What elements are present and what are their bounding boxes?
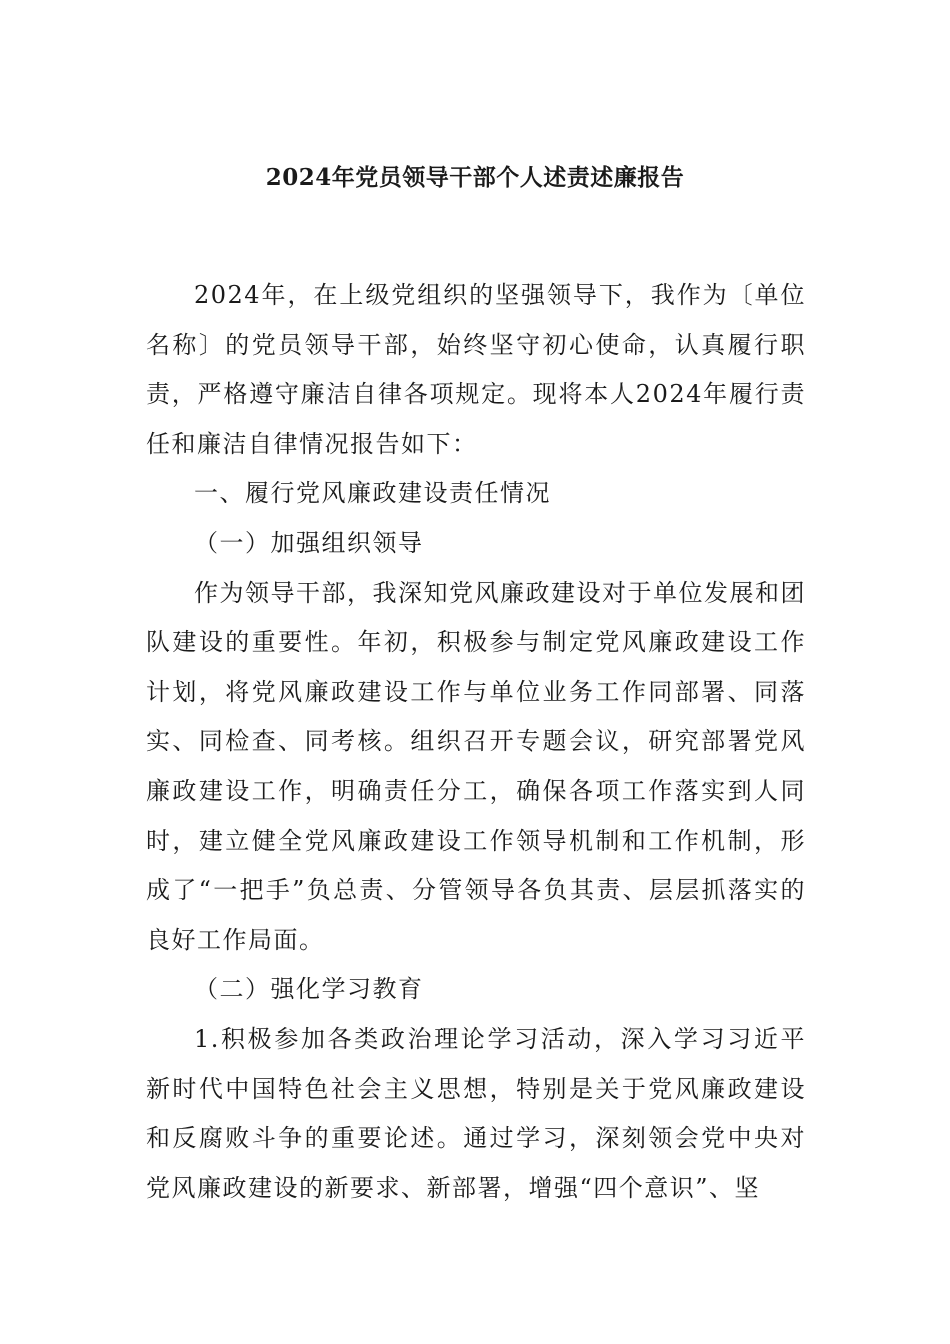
section-heading-1: 一、履行党风廉政建设责任情况 bbox=[194, 479, 551, 508]
subsection-heading-1: （一）加强组织领导 bbox=[194, 528, 424, 557]
subsection-heading-2: （二）强化学习教育 bbox=[194, 975, 424, 1004]
intro-paragraph: 2024年，在上级党组织的坚强领导下，我作为〔单位名称〕的党员领导干部，始终坚守初心使命，认真履行职责，严格遵守廉洁自律各项规定。现将本人2024年履行责任和廉洁自律情况报告如下： bbox=[146, 281, 806, 458]
document-title: 2024年党员领导干部个人述责述廉报告 bbox=[265, 164, 685, 191]
body-paragraph: 作为领导干部，我深知党风廉政建设对于单位发展和团队建设的重要性。年初，积极参与制定党风廉政建设工作计划，将党风廉政建设工作与单位业务工作同部署、同落实、同检查、同考核。组织召开专题会议，研究部署党风廉政建设工作，明确责任分工，确保各项工作落实到人同时，建立健全党风廉政建设工作领导机制和工作机制，形成了“一把手”负总责、分管领导各负其责、层层抓落实的良好工作局面。 bbox=[146, 578, 806, 954]
body-paragraph: 1.积极参加各类政治理论学习活动，深入学习习近平新时代中国特色社会主义思想，特别是关于党风廉政建设和反腐败斗争的重要论述。通过学习，深刻领会党中央对党风廉政建设的新要求、新部署，增强“四个意识”、坚 bbox=[146, 1024, 806, 1202]
document-body bbox=[146, 271, 806, 1213]
